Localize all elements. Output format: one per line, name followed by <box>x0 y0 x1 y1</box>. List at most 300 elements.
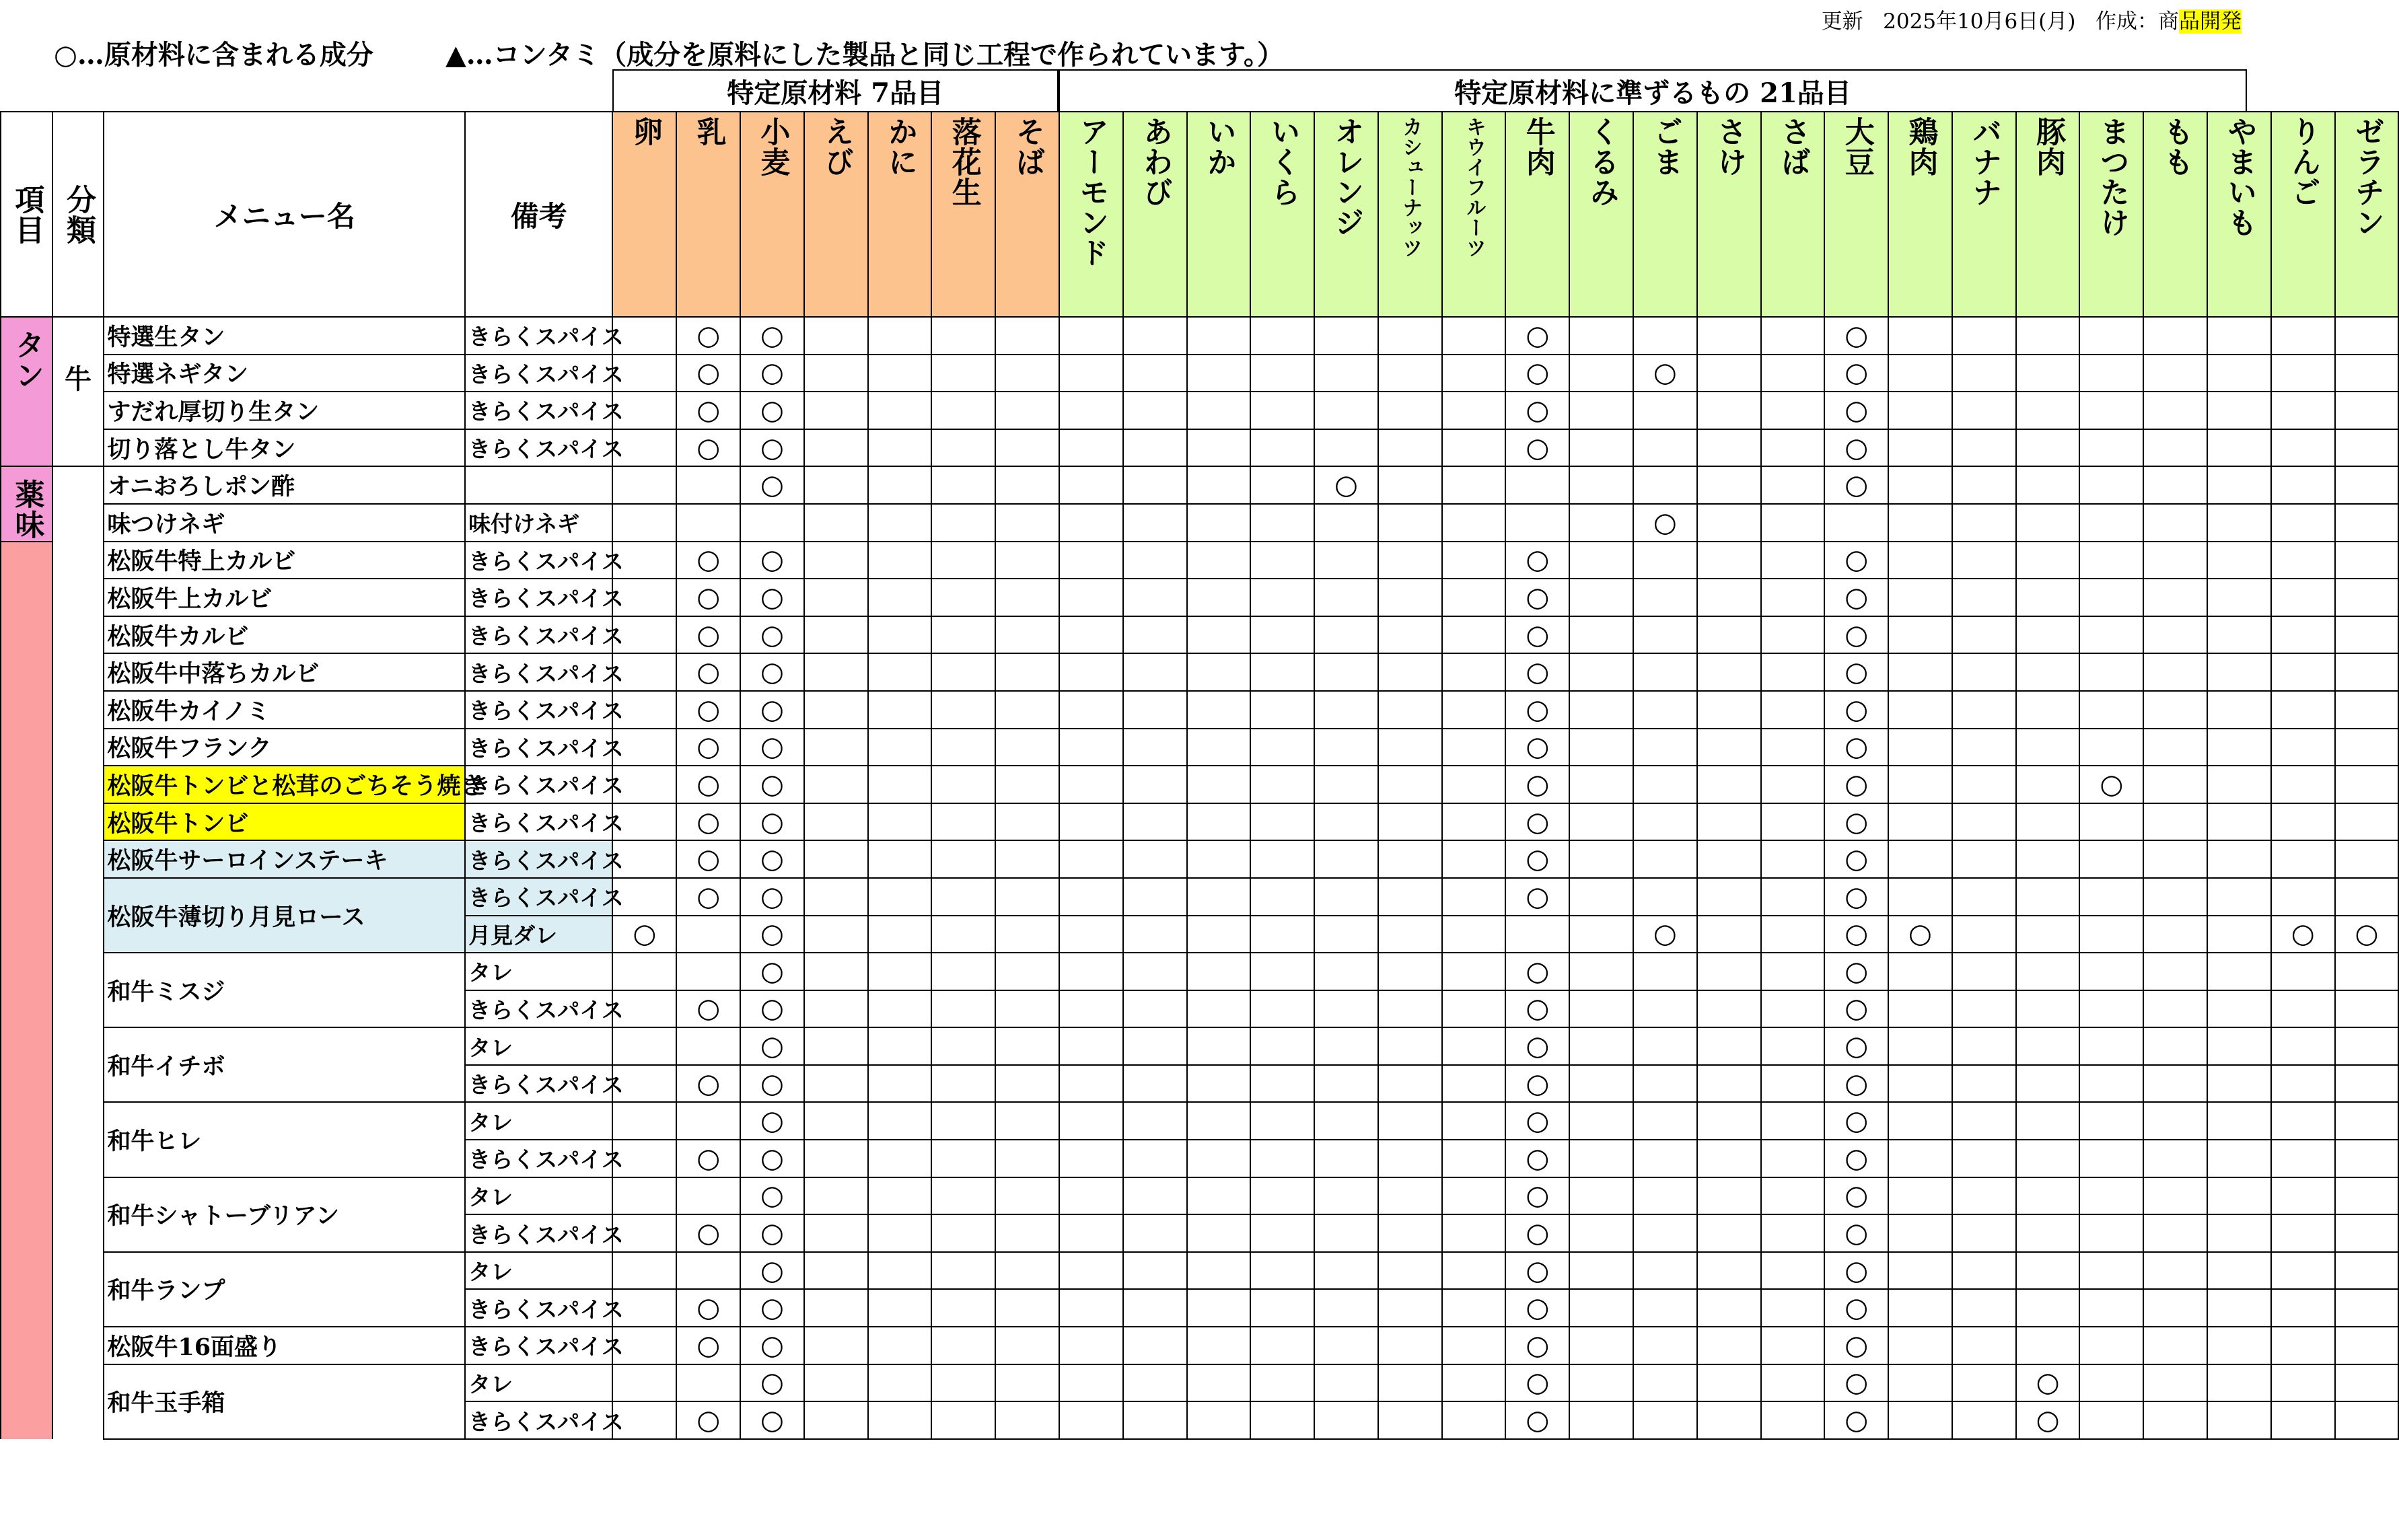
allergen-header: いくら <box>1250 112 1314 317</box>
allergen-cell <box>1761 504 1825 542</box>
table-row <box>1 766 2398 803</box>
allergen-cell <box>612 1177 676 1215</box>
allergen-cell <box>2207 466 2271 504</box>
allergen-cell <box>1187 1214 1251 1252</box>
allergen-cell <box>2079 1177 2143 1215</box>
allergen-header: 落花生 <box>931 112 995 317</box>
allergen-cell <box>2271 1327 2335 1364</box>
allergen-mark: ○ <box>740 1401 804 1439</box>
allergen-cell <box>804 916 868 953</box>
allergen-cell <box>804 653 868 691</box>
allergen-cell <box>1378 953 1442 990</box>
allergen-cell <box>2079 1027 2143 1065</box>
allergen-cell <box>1314 1177 1378 1215</box>
allergen-cell <box>2271 542 2335 579</box>
allergen-cell <box>612 1364 676 1402</box>
allergen-cell <box>1888 1289 1952 1327</box>
allergen-cell <box>2271 1401 2335 1439</box>
allergen-header: カシューナッツ <box>1378 112 1442 317</box>
allergen-cell <box>1442 579 1506 616</box>
allergen-cell <box>804 466 868 504</box>
allergen-cell <box>1123 1102 1187 1140</box>
allergen-cell <box>1442 916 1506 953</box>
allergen-cell <box>1697 1177 1761 1215</box>
table-row <box>1 504 2398 542</box>
allergen-cell <box>1123 729 1187 766</box>
allergen-cell <box>1697 1027 1761 1065</box>
table-row <box>1 1364 2398 1402</box>
allergen-mark: ○ <box>1505 392 1569 429</box>
allergen-cell <box>931 1140 995 1177</box>
allergen-cell <box>1123 1364 1187 1402</box>
allergen-cell <box>931 878 995 916</box>
allergen-cell <box>1569 803 1633 841</box>
allergen-cell <box>1187 729 1251 766</box>
allergen-cell <box>1569 1065 1633 1103</box>
allergen-cell <box>1633 429 1697 467</box>
menu-name: 和牛ランプ <box>104 1252 465 1327</box>
allergen-cell <box>1952 803 2016 841</box>
allergen-cell <box>1569 878 1633 916</box>
allergen-cell <box>2143 1364 2207 1402</box>
allergen-cell <box>1442 1102 1506 1140</box>
allergen-cell <box>2271 1177 2335 1215</box>
allergen-cell <box>1187 1252 1251 1290</box>
menu-name: 松阪牛カルビ <box>104 616 465 654</box>
allergen-cell <box>1059 429 1123 467</box>
menu-name: すだれ厚切り生タン <box>104 392 465 429</box>
allergen-cell <box>995 392 1059 429</box>
allergen-cell <box>2016 579 2080 616</box>
allergen-header: 乳 <box>676 112 740 317</box>
allergen-cell <box>2271 653 2335 691</box>
allergen-cell <box>1250 616 1314 654</box>
allergen-cell <box>2143 1327 2207 1364</box>
allergen-cell <box>1761 1327 1825 1364</box>
allergen-cell <box>1123 990 1187 1028</box>
allergen-mark: ○ <box>740 1214 804 1252</box>
allergen-cell <box>1378 1027 1442 1065</box>
allergen-header: そば <box>995 112 1059 317</box>
allergen-cell <box>804 1289 868 1327</box>
allergen-cell <box>1633 616 1697 654</box>
allergen-mark: ○ <box>1633 916 1697 953</box>
menu-note: タレ <box>465 953 612 990</box>
category-yakumi: 薬味 <box>1 466 52 541</box>
allergen-cell <box>2016 616 2080 654</box>
allergen-cell <box>2335 466 2399 504</box>
allergen-mark: ○ <box>1505 953 1569 990</box>
allergen-cell <box>2207 766 2271 803</box>
menu-note: きらくスパイス <box>465 840 612 878</box>
allergen-cell <box>2143 729 2207 766</box>
allergen-cell <box>995 1065 1059 1103</box>
allergen-header: キウイフルーツ <box>1442 112 1506 317</box>
class-blank <box>52 466 104 691</box>
allergen-mark: ○ <box>1505 429 1569 467</box>
allergen-cell <box>1952 466 2016 504</box>
allergen-cell <box>1697 916 1761 953</box>
allergen-mark: ○ <box>1824 1289 1888 1327</box>
allergen-cell <box>2079 392 2143 429</box>
menu-note: きらくスパイス <box>465 1327 612 1364</box>
allergen-cell <box>995 1102 1059 1140</box>
allergen-cell <box>1314 803 1378 841</box>
allergen-cell <box>2143 466 2207 504</box>
table-row <box>1 392 2398 429</box>
allergen-mark: ○ <box>740 803 804 841</box>
allergen-cell <box>1633 878 1697 916</box>
allergen-cell <box>1633 803 1697 841</box>
allergen-cell <box>1888 1252 1952 1290</box>
allergen-cell <box>1250 542 1314 579</box>
allergen-cell <box>2271 1027 2335 1065</box>
allergen-cell <box>1059 1327 1123 1364</box>
allergen-mark: ○ <box>1824 1102 1888 1140</box>
allergen-mark: ○ <box>740 766 804 803</box>
allergen-cell <box>2143 1214 2207 1252</box>
allergen-cell <box>1442 840 1506 878</box>
menu-name: 松阪牛トンビ <box>104 803 465 841</box>
allergen-mark: ○ <box>676 1140 740 1177</box>
allergen-cell <box>995 691 1059 729</box>
allergen-cell <box>2079 916 2143 953</box>
allergen-mark: ○ <box>1824 990 1888 1028</box>
allergen-cell <box>931 840 995 878</box>
allergen-mark: ○ <box>740 953 804 990</box>
allergen-cell <box>1059 1177 1123 1215</box>
allergen-mark: ○ <box>676 616 740 654</box>
allergen-cell <box>804 504 868 542</box>
menu-note: タレ <box>465 1364 612 1402</box>
col-item-header: 項目 <box>1 112 52 317</box>
allergen-cell <box>1697 579 1761 616</box>
allergen-cell <box>804 579 868 616</box>
allergen-cell <box>1059 542 1123 579</box>
allergen-cell <box>2143 579 2207 616</box>
allergen-cell <box>1314 429 1378 467</box>
allergen-mark: ○ <box>1505 1289 1569 1327</box>
allergen-cell <box>1697 729 1761 766</box>
menu-note: 味付けネギ <box>465 504 612 542</box>
allergen-cell <box>1123 1027 1187 1065</box>
allergen-cell <box>1569 542 1633 579</box>
allergen-mark: ○ <box>740 1252 804 1290</box>
allergen-cell <box>1250 990 1314 1028</box>
allergen-mark: ○ <box>1824 1364 1888 1402</box>
allergen-cell <box>1442 803 1506 841</box>
allergen-mark: ○ <box>740 466 804 504</box>
allergen-cell <box>1761 953 1825 990</box>
allergen-cell <box>1761 1214 1825 1252</box>
allergen-cell <box>1633 1401 1697 1439</box>
allergen-cell <box>1761 1364 1825 1402</box>
menu-note: きらくスパイス <box>465 1289 612 1327</box>
allergen-cell <box>1697 317 1761 355</box>
allergen-cell <box>1633 953 1697 990</box>
allergen-header: オレンジ <box>1314 112 1378 317</box>
allergen-mark: ○ <box>1824 1027 1888 1065</box>
menu-name: 松阪牛中落ちカルビ <box>104 653 465 691</box>
allergen-cell <box>2079 1140 2143 1177</box>
allergen-cell <box>1187 392 1251 429</box>
allergen-cell <box>1888 1327 1952 1364</box>
allergen-cell <box>1378 317 1442 355</box>
allergen-cell <box>804 803 868 841</box>
allergen-cell <box>804 878 868 916</box>
allergen-cell <box>868 653 932 691</box>
allergen-cell <box>2143 953 2207 990</box>
allergen-cell <box>1633 766 1697 803</box>
allergen-header: もも <box>2143 112 2207 317</box>
allergen-cell <box>1059 1102 1123 1140</box>
allergen-cell <box>1314 1327 1378 1364</box>
allergen-cell <box>2335 1140 2399 1177</box>
allergen-cell <box>2335 990 2399 1028</box>
allergen-cell <box>1442 466 1506 504</box>
allergen-mark: ○ <box>1505 1364 1569 1402</box>
allergen-cell <box>868 1214 932 1252</box>
allergen-cell <box>2143 429 2207 467</box>
allergen-cell <box>995 990 1059 1028</box>
allergen-header: さけ <box>1697 112 1761 317</box>
allergen-cell <box>1697 653 1761 691</box>
allergen-cell <box>1442 317 1506 355</box>
allergen-mark: ○ <box>1505 1327 1569 1364</box>
allergen-cell <box>1761 1102 1825 1140</box>
allergen-mark: ○ <box>676 840 740 878</box>
menu-name: 和牛ヒレ <box>104 1102 465 1177</box>
allergen-cell <box>1633 1289 1697 1327</box>
allergen-cell <box>1059 579 1123 616</box>
allergen-cell <box>2207 953 2271 990</box>
allergen-cell <box>995 1177 1059 1215</box>
allergen-mark: ○ <box>1824 691 1888 729</box>
allergen-cell <box>1569 1289 1633 1327</box>
allergen-cell <box>2207 840 2271 878</box>
allergen-header: さば <box>1761 112 1825 317</box>
allergen-cell <box>804 766 868 803</box>
allergen-mark: ○ <box>676 317 740 355</box>
allergen-cell <box>2079 542 2143 579</box>
allergen-cell <box>1059 466 1123 504</box>
allergen-cell <box>676 1177 740 1215</box>
menu-note: タレ <box>465 1252 612 1290</box>
allergen-cell <box>1697 1252 1761 1290</box>
allergen-cell <box>1888 392 1952 429</box>
allergen-cell <box>1059 616 1123 654</box>
allergen-cell <box>1697 1327 1761 1364</box>
allergen-mark: ○ <box>1314 466 1378 504</box>
allergen-cell <box>804 1177 868 1215</box>
allergen-mark: ○ <box>676 653 740 691</box>
allergen-cell <box>2271 729 2335 766</box>
allergen-cell <box>2079 653 2143 691</box>
update-label: 更新 <box>1821 9 1863 34</box>
allergen-cell <box>868 1252 932 1290</box>
allergen-mark: ○ <box>1505 616 1569 654</box>
allergen-cell <box>2207 1027 2271 1065</box>
allergen-cell <box>2207 317 2271 355</box>
allergen-cell <box>2271 766 2335 803</box>
allergen-cell <box>1442 878 1506 916</box>
allergen-cell <box>1378 916 1442 953</box>
allergen-cell <box>1442 1177 1506 1215</box>
allergen-cell <box>1059 1065 1123 1103</box>
allergen-cell <box>1952 729 2016 766</box>
allergen-mark: ○ <box>676 729 740 766</box>
allergen-cell <box>2335 691 2399 729</box>
allergen-cell <box>2143 803 2207 841</box>
allergen-cell <box>2079 1252 2143 1290</box>
allergen-cell <box>1059 916 1123 953</box>
allergen-mark: ○ <box>1824 729 1888 766</box>
allergen-cell <box>995 766 1059 803</box>
allergen-cell <box>1059 1214 1123 1252</box>
allergen-cell <box>2143 1027 2207 1065</box>
allergen-cell <box>1697 1102 1761 1140</box>
allergen-cell <box>1250 466 1314 504</box>
allergen-cell <box>2016 355 2080 392</box>
allergen-cell <box>931 1214 995 1252</box>
allergen-cell <box>1059 392 1123 429</box>
allergen-cell <box>1952 579 2016 616</box>
allergen-header: えび <box>804 112 868 317</box>
allergen-cell <box>1442 1214 1506 1252</box>
allergen-cell <box>1059 878 1123 916</box>
allergen-cell <box>2335 1364 2399 1402</box>
allergen-cell <box>1952 653 2016 691</box>
allergen-cell <box>2016 729 2080 766</box>
allergen-cell <box>1314 355 1378 392</box>
allergen-cell <box>1314 1102 1378 1140</box>
allergen-cell <box>995 878 1059 916</box>
allergen-cell <box>2079 1364 2143 1402</box>
allergen-cell <box>1123 1214 1187 1252</box>
allergen-cell <box>2207 616 2271 654</box>
allergen-cell <box>1059 691 1123 729</box>
allergen-cell <box>2207 916 2271 953</box>
allergen-mark: ○ <box>740 1140 804 1177</box>
allergen-cell <box>612 1252 676 1290</box>
allergen-cell <box>931 317 995 355</box>
allergen-cell <box>804 1140 868 1177</box>
allergen-cell <box>676 916 740 953</box>
allergen-cell <box>804 355 868 392</box>
allergen-cell <box>1569 1401 1633 1439</box>
allergen-cell <box>1697 953 1761 990</box>
allergen-cell <box>1888 317 1952 355</box>
allergen-cell <box>1378 1252 1442 1290</box>
allergen-cell <box>2207 1252 2271 1290</box>
allergen-cell <box>1250 392 1314 429</box>
allergen-cell <box>1123 653 1187 691</box>
allergen-cell <box>1569 990 1633 1028</box>
allergen-cell <box>1697 392 1761 429</box>
allergen-cell <box>2016 766 2080 803</box>
allergen-cell <box>1569 579 1633 616</box>
allergen-cell <box>995 953 1059 990</box>
allergen-cell <box>1059 1364 1123 1402</box>
allergen-cell <box>1633 653 1697 691</box>
allergen-cell <box>1569 1177 1633 1215</box>
allergen-cell <box>1952 1252 2016 1290</box>
allergen-cell <box>1123 766 1187 803</box>
menu-note: きらくスパイス <box>465 803 612 841</box>
allergen-cell <box>1761 542 1825 579</box>
allergen-cell <box>2143 1177 2207 1215</box>
allergen-cell <box>1442 1401 1506 1439</box>
allergen-cell <box>1250 429 1314 467</box>
allergen-cell <box>1761 729 1825 766</box>
allergen-cell <box>1250 579 1314 616</box>
table-row <box>1 616 2398 654</box>
allergen-cell <box>2016 840 2080 878</box>
allergen-cell <box>1633 1327 1697 1364</box>
allergen-cell <box>2271 840 2335 878</box>
menu-name: 特選ネギタン <box>104 355 465 392</box>
allergen-cell <box>2207 803 2271 841</box>
allergen-cell <box>2016 1214 2080 1252</box>
allergen-cell <box>1250 1401 1314 1439</box>
allergen-cell <box>2207 990 2271 1028</box>
allergen-cell <box>1952 616 2016 654</box>
col-note-header: 備考 <box>465 112 612 317</box>
allergen-cell <box>1059 1140 1123 1177</box>
allergen-cell <box>1187 990 1251 1028</box>
allergen-cell <box>1314 691 1378 729</box>
menu-note: タレ <box>465 1102 612 1140</box>
allergen-cell <box>1378 1140 1442 1177</box>
allergen-cell <box>1697 542 1761 579</box>
menu-name: 和牛ミスジ <box>104 953 465 1027</box>
allergen-cell <box>1314 1289 1378 1327</box>
allergen-cell <box>1952 504 2016 542</box>
allergen-cell <box>995 803 1059 841</box>
allergen-cell <box>1442 653 1506 691</box>
allergen-cell <box>1314 1252 1378 1290</box>
allergen-cell <box>2079 616 2143 654</box>
allergen-cell <box>1569 840 1633 878</box>
allergen-mark: ○ <box>1505 542 1569 579</box>
allergen-cell <box>1378 1177 1442 1215</box>
allergen-cell <box>804 542 868 579</box>
allergen-cell <box>2335 1327 2399 1364</box>
allergen-cell <box>995 355 1059 392</box>
table-row <box>1 729 2398 766</box>
allergen-cell <box>1952 1102 2016 1140</box>
allergen-cell <box>1697 355 1761 392</box>
allergen-cell <box>1888 653 1952 691</box>
allergen-cell <box>868 1364 932 1402</box>
allergen-cell <box>1378 355 1442 392</box>
allergen-cell <box>1888 1401 1952 1439</box>
allergen-cell <box>2207 1214 2271 1252</box>
allergen-cell <box>1697 1401 1761 1439</box>
allergen-cell <box>804 953 868 990</box>
allergen-cell <box>1888 1102 1952 1140</box>
allergen-cell <box>1952 1140 2016 1177</box>
allergen-cell <box>2079 691 2143 729</box>
allergen-cell <box>804 1065 868 1103</box>
allergen-cell <box>1761 1027 1825 1065</box>
allergen-cell <box>1761 1177 1825 1215</box>
allergen-mark: ○ <box>2016 1401 2080 1439</box>
allergen-cell <box>2079 953 2143 990</box>
allergen-header: 卵 <box>612 112 676 317</box>
menu-name: 切り落とし牛タン <box>104 429 465 467</box>
class-empty <box>52 691 104 1439</box>
